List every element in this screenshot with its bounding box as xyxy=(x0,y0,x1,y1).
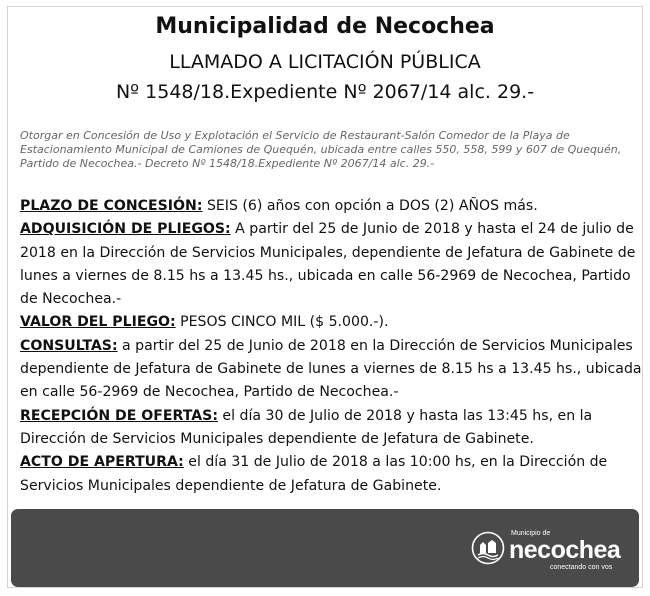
section-text: A partir del 25 de Junio de 2018 y hasta el 24 de julio de 2018 en la Dirección de Servicios Municipales, dependiente de Jefatura de Gabinete de lunes a viernes de 8.15 hs a 13.45 hs., ubicada en calle 56-2969 de Necochea, Partido de Necochea.- xyxy=(20,221,636,308)
notice-body xyxy=(20,195,642,498)
municipality-logo xyxy=(471,527,631,571)
page-title: Municipalidad de Necochea xyxy=(155,14,495,39)
seal-icon xyxy=(471,531,505,565)
section-inquiries xyxy=(20,335,642,405)
intro-text: Otorgar en Concesión de Uso y Explotación el Servicio de Restaurant-Salón Comedor de la Playa de Estacionamiento Municipal de Camiones de Quequén, ubicada entre calles 550, 558, 599 y 607 de Quequén, Partido de Necochea.- Decreto Nº 1548/18.Expediente Nº 2067/14 alc. 29.- xyxy=(20,129,622,170)
notice-subtitle: LLAMADO A LICITACIÓN PÚBLICA xyxy=(169,51,481,73)
notice xyxy=(7,6,643,588)
section-label: RECEPCIÓN DE OFERTAS: xyxy=(20,407,218,424)
section-text: a partir del 25 de Junio de 2018 en la Dirección de Servicios Municipales dependiente de Jefatura de Gabinete de lunes a viernes de 8.15 hs a 13.45 hs., ubicada en calle 56-2969 de Necochea, Partido de Necochea.- xyxy=(20,337,642,401)
footer-banner xyxy=(11,509,639,587)
logo-small-text: Municipio de xyxy=(511,530,551,537)
section-concession-term xyxy=(20,195,642,218)
logo-name: necochea xyxy=(509,536,621,564)
section-text: el día 30 de Julio de 2018 y hasta las 13:45 hs, en la Dirección de Servicios Municipales dependiente de Jefatura de Gabinete. xyxy=(20,407,593,447)
notice-reference: Nº 1548/18.Expediente Nº 2067/14 alc. 29.- xyxy=(115,81,535,103)
section-label: ADQUISICIÓN DE PLIEGOS: xyxy=(20,221,231,238)
section-label: CONSULTAS: xyxy=(20,337,118,354)
section-reception xyxy=(20,405,642,452)
section-opening xyxy=(20,451,642,498)
section-text: SEIS (6) años con opción a DOS (2) AÑOS más. xyxy=(202,198,538,214)
section-acquisition xyxy=(20,218,642,311)
section-label: ACTO DE APERTURA: xyxy=(20,454,184,471)
section-label: VALOR DEL PLIEGO: xyxy=(20,314,176,331)
section-label: PLAZO DE CONCESIÓN: xyxy=(20,198,203,214)
logo-tagline: conectando con vos xyxy=(550,564,613,571)
section-text: PESOS CINCO MIL ($ 5.000.-). xyxy=(175,314,389,331)
section-text: el día 31 de Julio de 2018 a las 10:00 hs, en la Dirección de Servicios Municipales dependiente de Jefatura de Gabinete. xyxy=(20,454,608,494)
section-price xyxy=(20,311,642,334)
